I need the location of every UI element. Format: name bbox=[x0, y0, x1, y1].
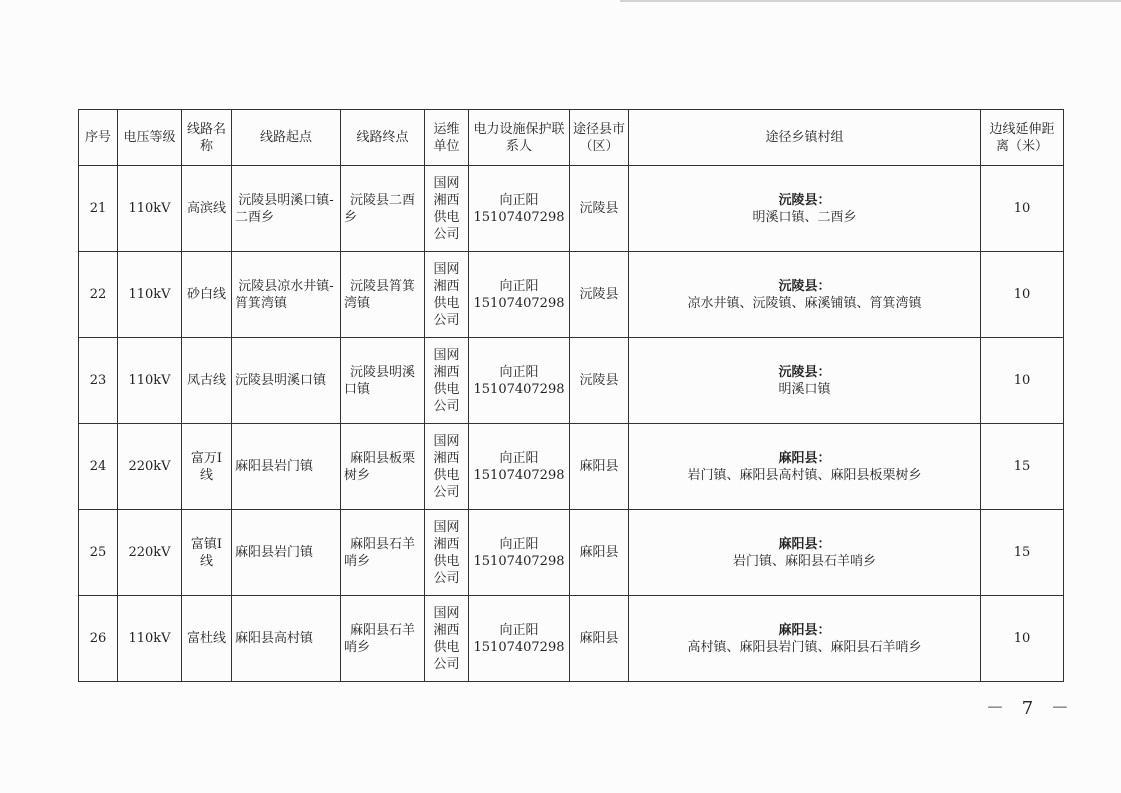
row-distance: 10 bbox=[981, 338, 1064, 424]
contact-phone: 15107407298 bbox=[473, 381, 565, 397]
row-index: 26 bbox=[79, 596, 118, 682]
header-voltage: 电压等级 bbox=[118, 110, 182, 166]
table-row bbox=[79, 424, 1064, 510]
towns-list: 凉水井镇、沅陵镇、麻溪铺镇、筲箕湾镇 bbox=[687, 295, 922, 311]
table-row bbox=[79, 510, 1064, 596]
row-towns bbox=[629, 596, 981, 682]
row-distance: 10 bbox=[981, 252, 1064, 338]
contact-name: 向正阳 bbox=[499, 622, 539, 638]
contact-phone: 15107407298 bbox=[473, 295, 565, 311]
row-distance: 10 bbox=[981, 166, 1064, 252]
header-contact: 电力设施保护联系人 bbox=[469, 110, 570, 166]
contact-name: 向正阳 bbox=[499, 450, 539, 466]
contact-name: 向正阳 bbox=[499, 278, 539, 294]
power-line-table bbox=[78, 109, 1064, 682]
row-county: 沅陵县 bbox=[570, 252, 629, 338]
row-contact bbox=[469, 510, 570, 596]
page-number: － 7 － bbox=[986, 698, 1075, 719]
row-contact bbox=[469, 252, 570, 338]
row-contact bbox=[469, 166, 570, 252]
row-unit: 国网湘西供电公司 bbox=[425, 166, 469, 252]
row-index: 22 bbox=[79, 252, 118, 338]
row-start: 沅陵县明溪口镇 bbox=[232, 338, 341, 424]
towns-county-label: 麻阳县： bbox=[778, 450, 831, 466]
contact-name: 向正阳 bbox=[499, 536, 539, 552]
row-end: 麻阳县板栗树乡 bbox=[341, 424, 425, 510]
row-line-name: 砂白线 bbox=[182, 252, 232, 338]
row-distance: 15 bbox=[981, 510, 1064, 596]
towns-county-label: 沅陵县： bbox=[778, 364, 831, 380]
contact-phone: 15107407298 bbox=[473, 553, 565, 569]
row-county: 麻阳县 bbox=[570, 510, 629, 596]
row-county: 沅陵县 bbox=[570, 166, 629, 252]
row-line-name: 高滨线 bbox=[182, 166, 232, 252]
row-index: 23 bbox=[79, 338, 118, 424]
towns-list: 明溪口镇 bbox=[778, 381, 831, 397]
towns-county-label: 沅陵县： bbox=[778, 278, 831, 294]
row-voltage: 110kV bbox=[118, 338, 182, 424]
row-index: 21 bbox=[79, 166, 118, 252]
table-row bbox=[79, 252, 1064, 338]
towns-list: 岩门镇、麻阳县石羊哨乡 bbox=[732, 553, 876, 569]
row-county: 沅陵县 bbox=[570, 338, 629, 424]
header-end: 线路终点 bbox=[341, 110, 425, 166]
header-towns: 途径乡镇村组 bbox=[629, 110, 981, 166]
row-towns bbox=[629, 252, 981, 338]
table-row bbox=[79, 596, 1064, 682]
row-towns bbox=[629, 166, 981, 252]
row-unit: 国网湘西供电公司 bbox=[425, 424, 469, 510]
header-county: 途径县市（区） bbox=[570, 110, 629, 166]
towns-county-label: 麻阳县： bbox=[778, 536, 831, 552]
row-distance: 15 bbox=[981, 424, 1064, 510]
row-contact bbox=[469, 596, 570, 682]
row-end: 沅陵县明溪口镇 bbox=[341, 338, 425, 424]
row-contact bbox=[469, 338, 570, 424]
row-end: 沅陵县筲箕湾镇 bbox=[341, 252, 425, 338]
contact-name: 向正阳 bbox=[499, 364, 539, 380]
row-index: 25 bbox=[79, 510, 118, 596]
row-line-name: 富镇Ⅰ线 bbox=[182, 510, 232, 596]
row-voltage: 220kV bbox=[118, 510, 182, 596]
row-towns bbox=[629, 338, 981, 424]
header-line-name: 线路名称 bbox=[182, 110, 232, 166]
row-county: 麻阳县 bbox=[570, 424, 629, 510]
towns-list: 高村镇、麻阳县岩门镇、麻阳县石羊哨乡 bbox=[687, 639, 922, 655]
row-start: 沅陵县明溪口镇-二酉乡 bbox=[232, 166, 341, 252]
row-index: 24 bbox=[79, 424, 118, 510]
table-row bbox=[79, 338, 1064, 424]
page-top-edge bbox=[620, 0, 1121, 2]
header-unit: 运维单位 bbox=[425, 110, 469, 166]
contact-phone: 15107407298 bbox=[473, 209, 565, 225]
row-unit: 国网湘西供电公司 bbox=[425, 510, 469, 596]
row-start: 麻阳县高村镇 bbox=[232, 596, 341, 682]
row-voltage: 110kV bbox=[118, 252, 182, 338]
row-towns bbox=[629, 510, 981, 596]
row-end: 麻阳县石羊哨乡 bbox=[341, 596, 425, 682]
row-voltage: 110kV bbox=[118, 166, 182, 252]
row-line-name: 富杜线 bbox=[182, 596, 232, 682]
row-unit: 国网湘西供电公司 bbox=[425, 338, 469, 424]
row-line-name: 凤古线 bbox=[182, 338, 232, 424]
row-end: 麻阳县石羊哨乡 bbox=[341, 510, 425, 596]
contact-phone: 15107407298 bbox=[473, 467, 565, 483]
row-start: 沅陵县凉水井镇-筲箕湾镇 bbox=[232, 252, 341, 338]
row-start: 麻阳县岩门镇 bbox=[232, 424, 341, 510]
table-header-row bbox=[79, 110, 1064, 166]
row-voltage: 110kV bbox=[118, 596, 182, 682]
towns-county-label: 麻阳县： bbox=[778, 622, 831, 638]
row-line-name: 富万Ⅰ线 bbox=[182, 424, 232, 510]
row-voltage: 220kV bbox=[118, 424, 182, 510]
row-unit: 国网湘西供电公司 bbox=[425, 252, 469, 338]
row-start: 麻阳县岩门镇 bbox=[232, 510, 341, 596]
row-towns bbox=[629, 424, 981, 510]
row-county: 麻阳县 bbox=[570, 596, 629, 682]
towns-county-label: 沅陵县： bbox=[778, 192, 831, 208]
header-index: 序号 bbox=[79, 110, 118, 166]
row-distance: 10 bbox=[981, 596, 1064, 682]
table-row bbox=[79, 166, 1064, 252]
towns-list: 岩门镇、麻阳县高村镇、麻阳县板栗树乡 bbox=[687, 467, 922, 483]
towns-list: 明溪口镇、二酉乡 bbox=[752, 209, 857, 225]
header-distance: 边线延伸距离（米） bbox=[981, 110, 1064, 166]
contact-name: 向正阳 bbox=[499, 192, 539, 208]
contact-phone: 15107407298 bbox=[473, 639, 565, 655]
row-end: 沅陵县二酉乡 bbox=[341, 166, 425, 252]
row-contact bbox=[469, 424, 570, 510]
header-start: 线路起点 bbox=[232, 110, 341, 166]
row-unit: 国网湘西供电公司 bbox=[425, 596, 469, 682]
